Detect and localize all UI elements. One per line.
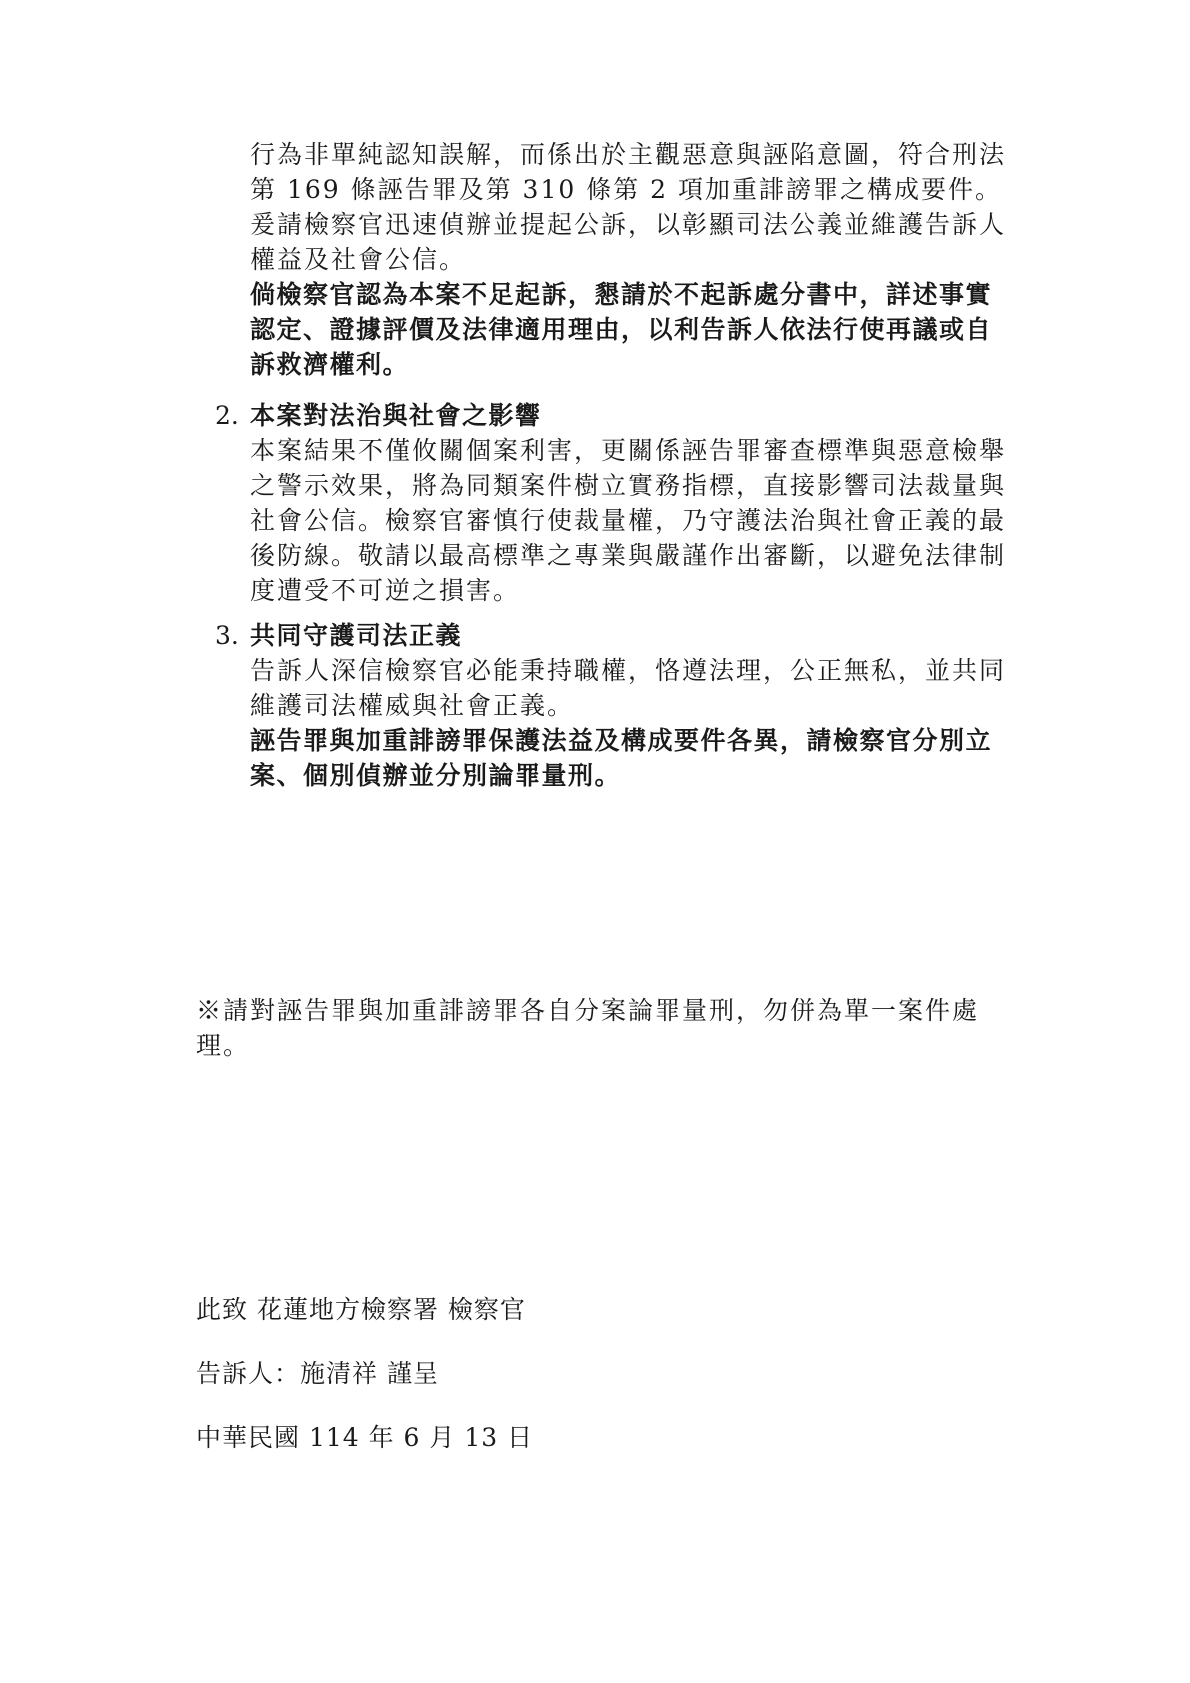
paragraph-bold-request: 倘檢察官認為本案不足起訴，懇請於不起訴處分書中，詳述事實認定、證據評價及法律適用理由，以利告訴人依法行使再議或自訴救濟權利。 [250,280,993,379]
item-bold-text-3: 誣告罪與加重誹謗罪保護法益及構成要件各異，請檢察官分別立案、個別偵辦並分別論罪量刑。 [250,726,993,790]
item-text-2: 本案結果不僅攸關個案利害，更關係誣告罪審查標準與惡意檢舉之警示效果，將為同類案件樹立實務指標，直接影響司法裁量與社會公信。檢察官審慎行使裁量權，乃守護法治與社會正義的最後防線。敬請以最高標準之專業與嚴謹作出審斷，以避免法律制度遭受不可逆之損害。 [250,436,1007,605]
item-number-2: 2. [215,401,239,430]
item-text-3: 告訴人深信檢察官必能秉持職權，恪遵法理，公正無私，並共同維護司法權威與社會正義。 [250,656,1007,720]
signer: 告訴人：施清祥 謹呈 [196,1359,439,1388]
item-number-3: 3. [215,621,239,650]
salutation: 此致 花蓮地方檢察署 檢察官 [196,1295,526,1324]
date: 中華民國 114 年 6 月 13 日 [196,1423,534,1452]
item-title-2: 本案對法治與社會之影響 [250,401,542,430]
paragraph-continued: 行為非單純認知誤解，而係出於主觀惡意與誣陷意圖，符合刑法第 169 條誣告罪及第 310 條第 2 項加重誹謗罪之構成要件。爰請檢察官迅速偵辦並提起公訴，以彰顯司法公義並維護告訴人權益及社會公信。 [250,140,1007,274]
footnote: ※請對誣告罪與加重誹謗罪各自分案論罪量刑，勿併為單一案件處理。 [196,996,980,1060]
item-title-3: 共同守護司法正義 [250,621,463,650]
